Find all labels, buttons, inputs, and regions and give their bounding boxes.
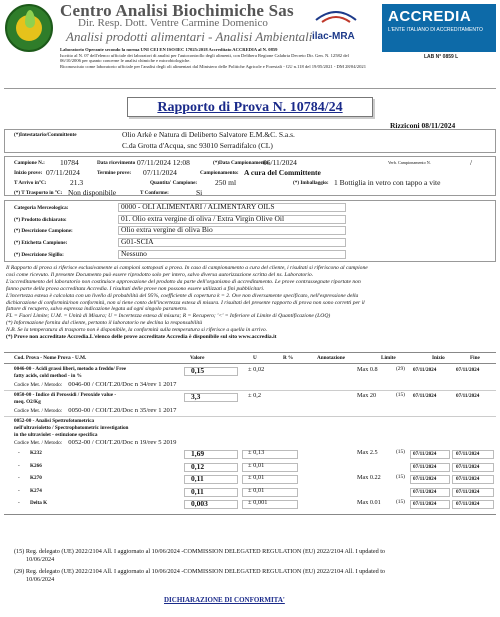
detail-value-box <box>118 250 346 259</box>
header-divider <box>4 88 496 89</box>
footnote-15: (15) Reg. delegato (UE) 2022/2104 All. I aggiornato al 10/06/2024 -COMMISSION DELEGATED REGULATION (EU) 2022/2104 All. I updated to 10/06/2024 <box>14 548 386 563</box>
group-method <box>14 439 176 446</box>
col-annot: Annotazione <box>317 355 345 361</box>
subrow-start: 07/11/2024 <box>413 488 437 495</box>
method-label: Codice Met. / Metodo: <box>14 382 63 388</box>
group-name-1: 0052-00 - Analisi Spettrofotometrica <box>14 418 95 424</box>
client-label: (*)Intestatario/Committente <box>14 132 77 138</box>
qty-value: 250 ml <box>215 178 237 187</box>
subrow-name: Delta K <box>30 500 48 507</box>
compliance-value: Si <box>196 188 203 197</box>
report-title: Rapporto di Prova N. 10784/24 <box>157 100 343 115</box>
subrow-uncertainty: ± 0,13 <box>248 449 265 456</box>
subrow-start: 07/11/2024 <box>413 463 437 470</box>
temp-label: T Arrivo in°C: <box>14 180 47 186</box>
subrow-dash: - <box>18 450 20 456</box>
footnote-29: (29) Reg. delegato (UE) 2022/2104 All. I aggiornato al 10/06/2024 -COMMISSION DELEGATED REGULATION (EU) 2022/2104 All. I updated to 10/06/2024 <box>14 568 386 583</box>
method-label: Codice Met. / Metodo: <box>14 440 63 446</box>
start-value: 07/11/2024 <box>46 168 80 177</box>
method-label: Codice Met. / Metodo: <box>14 408 63 414</box>
sample-no: 10784 <box>60 158 79 167</box>
subrow-uncertainty: ± 0,01 <box>248 461 265 469</box>
test-name-1: 0050-00 - Indice di Perossidi / Peroxide value - <box>14 392 117 398</box>
pack-value: 1 Bottiglia in vetro con tappo a vite <box>334 178 441 187</box>
lab-name: Centro Analisi Biochimiche Sas <box>60 1 294 20</box>
accredia-logo <box>382 4 496 52</box>
transport-value: Non disponibile <box>68 188 117 197</box>
subrow-dash: - <box>18 500 20 507</box>
qty-label: Quantita' Campione: <box>150 180 198 186</box>
sampling-date: 06/11/2024 <box>263 158 297 167</box>
verb-label: Verb. Campionamento N. <box>388 160 431 165</box>
subrow-uncertainty: ± 0,001 <box>248 499 268 507</box>
test-name-2: meq. O2/Kg <box>14 399 41 405</box>
col-r: R % <box>283 355 294 361</box>
subrow-name: K270 <box>30 475 42 482</box>
subrow-value: 0,11 <box>191 486 204 496</box>
sampling-label: Campionamento: <box>200 170 239 176</box>
subrow-dash: - <box>18 487 20 494</box>
group-name-3: in the ultraviolet - estinzione specifica <box>14 432 98 438</box>
detail-value: 01. Olio extra vergine di oliva / Extra Virgin Olive Oil <box>121 213 285 223</box>
col-end: Fine <box>470 355 480 361</box>
verb-value: / <box>470 158 473 167</box>
declaration-title: DICHIARAZIONE DI CONFORMITA' <box>164 596 285 604</box>
test-limit: Max 0.8 <box>357 366 378 373</box>
test-uncertainty: ± 0,2 <box>248 392 262 399</box>
detail-label: (*) Etichetta Campione: <box>14 240 68 247</box>
client-name: Olio Arkè e Natura di Deliberto Salvatore E.M.&C. S.a.s. <box>122 130 295 139</box>
col-u: U <box>253 355 257 361</box>
notes-block: Il Rapporto di prova si riferisce esclusivamente ai campioni sottoposti a prova. In caso di campionamento a cura del cliente, i risultati si riferiscono al campione così come ricevuto. Il presente Documento può essere riprodotto solo per intero, salvo diversa autorizzazione scritta del ns. Laboratorio. L'accreditamento del laboratorio non costituisce approvazione del prodotto da parte dell'organismo di accreditamento. Le prove contrassegnate riportate non fanno parte della prova accreditata Accredia. I risultati delle prove non possono essere utilizzati a fini pubblicitari. L'incertezza estesa è calcolata con un livello di probabilità del 95%, coefficiente di copertura k = 2. Ove non diversamente specificato, nell'espressione della dichiarazione di conformità/non conformità, non si tiene conto dell'incertezza estesa di misura. I risultati del presente rapporto di prova non sono corretti per il fattore di recupero, salvo espressa indicazione legata ad ogni singolo parametro. FL = Fuori Limite; U.M. = Unità di Misura; U = Incertezza estesa di misura; R = Recupero; '<' = Inferiore al Limite di Quantificazione (LOQ) (*) Informazione fornita dal cliente, pertanto il laboratorio ne declina la responsabilità N.B. Se la temperatura di trasporto non è disponibile, la conformità sulla temperatura si riferisce a quella in arrivo. (*) Prove non accreditate Accredia.L'elenco delle prove accreditate Accredia è disponibile sul sito www.accredia.it <box>6 265 368 341</box>
client-address: C.da Grotta d'Acqua, snc 93010 Serradifalco (CL) <box>122 141 273 150</box>
test-value: 0,15 <box>191 366 205 375</box>
detail-value: 0000 - OLI ALIMENTARI / ALIMENTARY OILS <box>121 202 275 211</box>
table-header-rule <box>4 363 496 364</box>
received-value: 07/11/2024 12:08 <box>137 158 190 167</box>
subrow-uncertainty: ± 0,01 <box>248 486 265 494</box>
row-divider <box>4 416 496 417</box>
test-start: 07/11/2024 <box>413 367 437 373</box>
subrow-end: 07/11/2024 <box>456 488 480 495</box>
test-end: 07/11/2024 <box>456 393 480 399</box>
subrow-note: (15) <box>396 449 405 455</box>
accredia-sub: L'ENTE ITALIANO DI ACCREDITAMENTO <box>388 27 483 33</box>
group-name-2: nell'ultravioletto / Spectrophotometric investigation <box>14 425 129 431</box>
report-date: Rizziconi 08/11/2024 <box>390 121 456 130</box>
subrow-note: (15) <box>396 474 405 481</box>
temp-value: 21.3 <box>70 178 84 187</box>
report-title-box <box>127 97 373 117</box>
detail-label: Categoria Merceologica: <box>14 205 69 211</box>
lab-subtitle: Analisi prodotti alimentari - Analisi Ambientali <box>66 29 313 44</box>
end-value: 07/11/2024 <box>143 168 177 177</box>
subrow-dash: - <box>18 475 20 482</box>
detail-value: G01-SCIA <box>121 237 154 247</box>
compliance-label: T Conforme: <box>140 190 169 196</box>
subrow-start: 07/11/2024 <box>413 451 437 457</box>
sample-no-label: Campione N.: <box>14 160 45 166</box>
subrow-value: 1,69 <box>191 449 205 458</box>
detail-label: (*) Descrizione Sigillo: <box>14 251 64 258</box>
subrow-end: 07/11/2024 <box>456 501 480 508</box>
detail-value: Nessuno <box>121 248 147 258</box>
lab-number: LAB N° 0859 L <box>424 54 459 60</box>
subrow-uncertainty: ± 0,01 <box>248 474 265 482</box>
test-note: (29) <box>396 366 405 372</box>
test-method <box>14 381 176 388</box>
subrow-start: 07/11/2024 <box>413 476 437 483</box>
test-value: 3,3 <box>191 392 201 401</box>
detail-label: (*) Descrizione Campione: <box>14 228 73 235</box>
table-bottom-rule <box>4 514 496 515</box>
subrow-end: 07/11/2024 <box>456 463 480 470</box>
pack-label: (*) Imballaggio: <box>293 180 329 186</box>
subrow-limit: Max 0.01 <box>357 499 381 507</box>
subrow-value: 0,003 <box>191 499 208 509</box>
test-start: 07/11/2024 <box>413 393 437 399</box>
subrow-end: 07/11/2024 <box>456 476 480 483</box>
subrow-limit: Max 2.5 <box>357 449 378 456</box>
sampling-date-label: (*)Data Campionamento: <box>213 160 270 166</box>
subrow-start: 07/11/2024 <box>413 501 437 508</box>
subrow-dash: - <box>18 462 20 469</box>
test-note: (15) <box>396 392 405 398</box>
start-label: Inizio prove: <box>14 170 43 176</box>
subrow-end: 07/11/2024 <box>456 451 480 457</box>
lab-director: Dir. Resp. Dott. Ventre Carmine Domenico <box>78 17 268 29</box>
col-start: Inizio <box>432 355 445 361</box>
received-label: Data ricevimento <box>97 160 136 166</box>
detail-value: Olio extra vergine di oliva Bio <box>121 225 213 235</box>
subrow-name: K274 <box>30 487 42 494</box>
test-end: 07/11/2024 <box>456 367 480 373</box>
subrow-note: (15) <box>396 499 405 506</box>
col-param: Cod. Prova - Nome Prova - U.M. <box>14 355 87 361</box>
method-value: 0046-00 / COI/T.20/Doc n 34/rev 1 2017 <box>68 381 177 388</box>
subrow-name: K266 <box>30 462 42 469</box>
col-limit: Limite <box>381 355 396 361</box>
test-method <box>14 407 176 414</box>
accredia-name: ACCREDIA <box>388 8 472 25</box>
table-top-rule <box>4 352 496 353</box>
lab-logo <box>5 4 53 52</box>
subrow-value: 0,12 <box>191 461 205 471</box>
test-name-2: fatty acids, cold method - in % <box>14 373 82 379</box>
test-name-1: 0046-00 - Acidi grassi liberi, metodo a freddo/ Free <box>14 366 127 372</box>
lab-accreditation-info: Laboratorio Operante secondo la norma UNI CEI EN ISO/IEC 17025:2018 Accreditato ACCREDIA al N. 0859 Iscritto al N. 07 dell'elenco ufficiale dei laboratori di analisi per l'autocontrollo degli alimenti, con Delibera Regione Calabria Decreto Dir. Gen. N. 12582 del 06/10/2006 per quanto concerne le analisi chimiche e microbiologiche. Riconosciuto come laboratorio ufficiale per l'analisi degli oli alimentari dal Ministero delle Politiche Agricole e Forestali - GU n.118 del 19/05/2021 - DM 28/04/2021 <box>60 47 366 69</box>
subrow-value: 0,11 <box>191 474 204 484</box>
row-divider <box>4 390 496 391</box>
sampling-value: A cura del Committente <box>244 168 321 177</box>
test-uncertainty: ± 0,02 <box>248 366 265 373</box>
subrow-name: K232 <box>30 450 42 456</box>
subrow-limit: Max 0.22 <box>357 474 381 482</box>
transport-label: (*) T Trasporto in °C: <box>14 190 63 196</box>
ilac-logo <box>312 6 360 42</box>
detail-label: (*) Prodotto dichiarato: <box>14 216 67 223</box>
ilac-mark: ilac-MRA <box>312 31 355 42</box>
method-value: 0052-00 / COI/T.20/Doc n 19/rev 5 2019 <box>68 439 177 446</box>
end-label: Termine prove: <box>97 170 132 176</box>
test-limit: Max 20 <box>357 392 377 399</box>
col-value: Valore <box>190 355 205 361</box>
method-value: 0050-00 / COI/T.20/Doc n 35/rev 1 2017 <box>68 407 177 414</box>
